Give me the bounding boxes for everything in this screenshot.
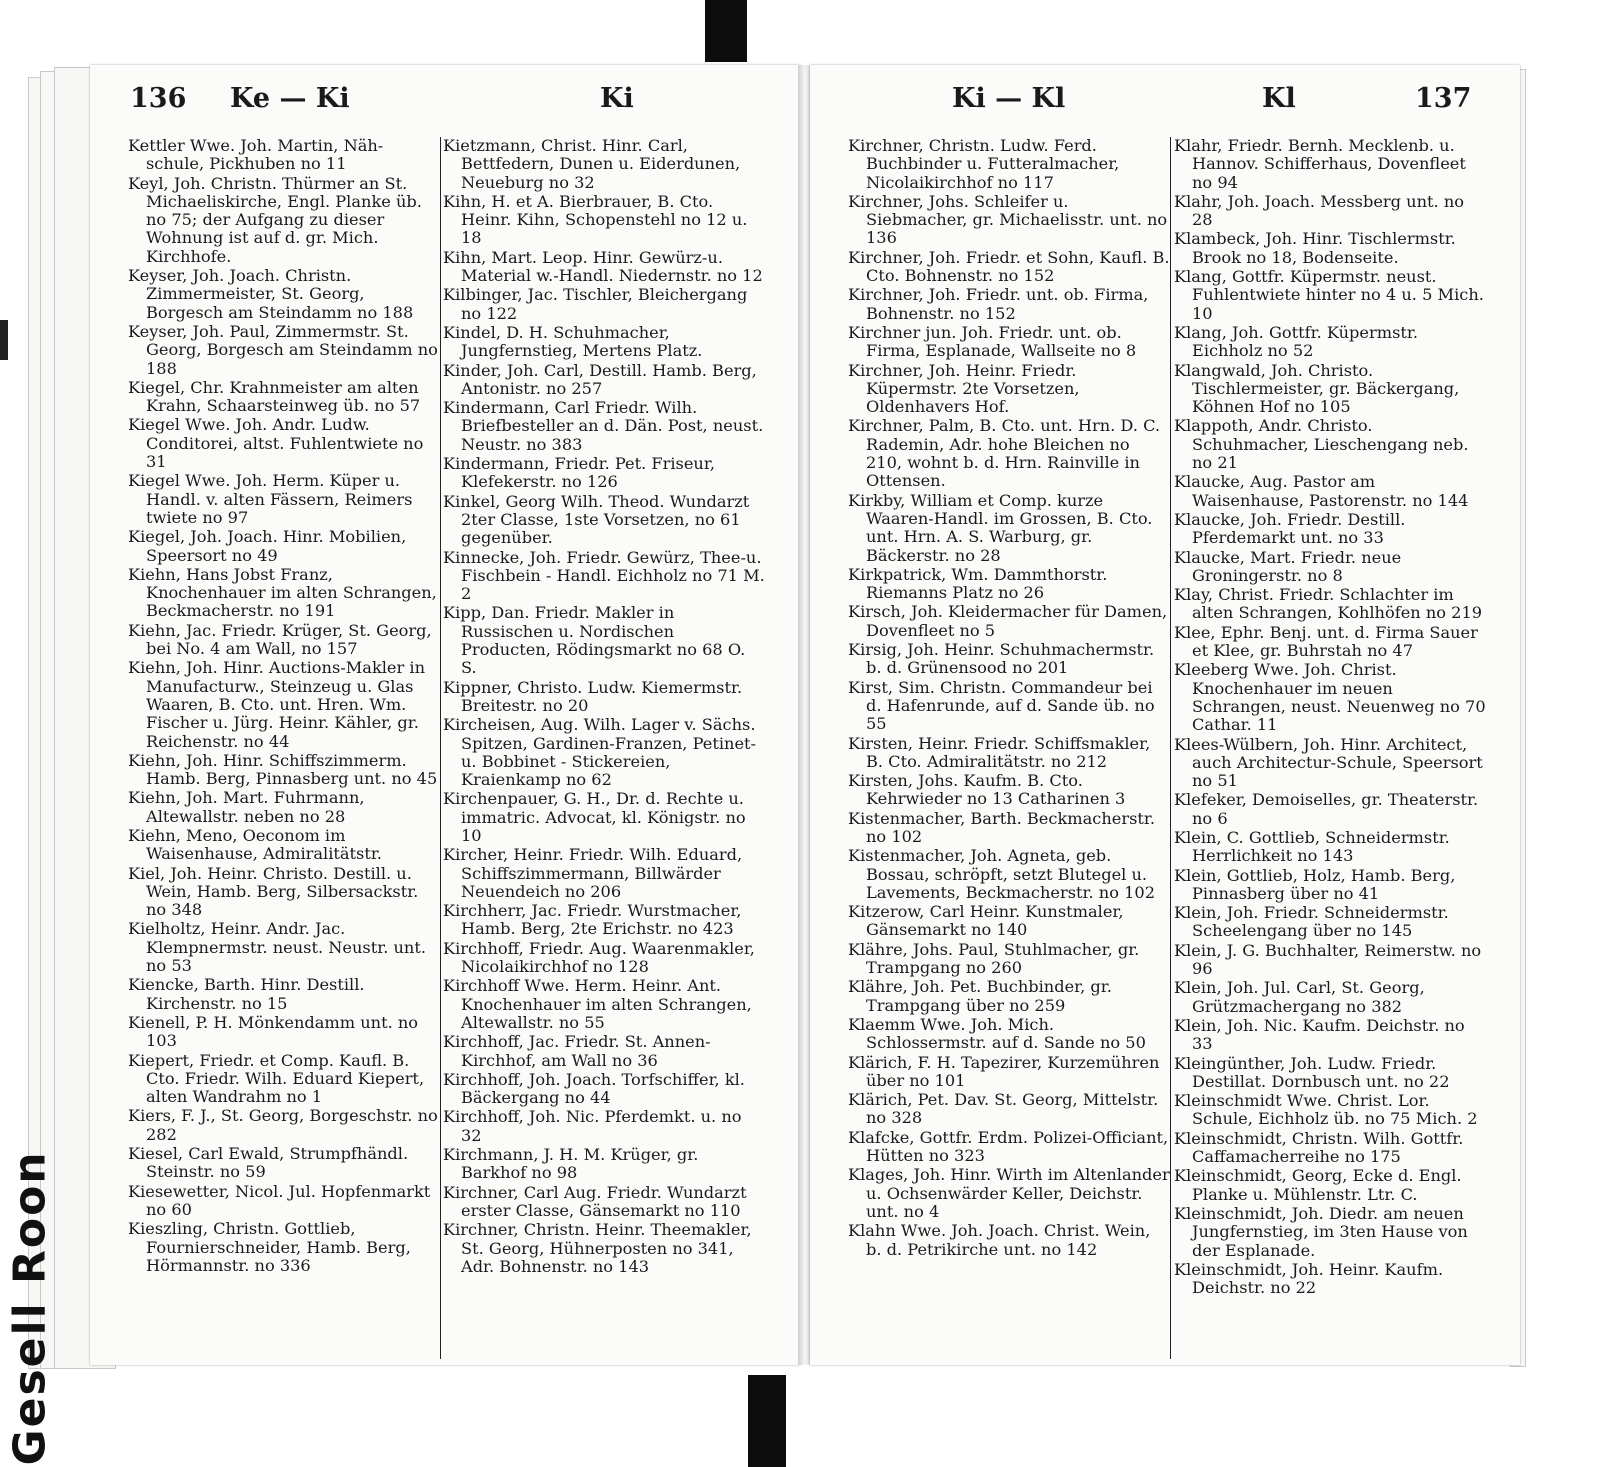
directory-entry: Kirkpatrick, Wm. Dammthorstr. Riemanns Platz no 26 [848, 564, 1108, 603]
directory-entry: Klein, Joh. Nic. Kaufm. Deichstr. no 33 [1174, 1015, 1465, 1054]
directory-entry: Klappoth, Andr. Christo. Schuhmacher, Lieschengang neb. no 21 [1174, 416, 1469, 473]
directory-entry: Kirsten, Heinr. Friedr. Schiffsmakler, B. Cto. Admiralitätstr. no 212 [848, 733, 1151, 771]
directory-entry: Klahn Wwe. Joh. Joach. Christ. Wein, b. d. Petrikirche unt. no 142 [848, 1221, 1151, 1259]
directory-entry: Kleinschmidt, Joh. Diedr. am neuen Jungfernstieg, im 3ten Hause von der Esplanade. [1174, 1203, 1468, 1260]
directory-entry: Kiehn, Joh. Hinr. Auctions-Makler in Manufacturw., Steinzeug u. Glas Waaren, B. Cto. unt. Hren. Wm. Fischer u. Jürg. Heinr. Kähler, gr. Reichenstr. no 44 [128, 658, 426, 751]
directory-entry: Kiesewetter, Nicol. Jul. Hopfenmarkt no 60 [128, 1181, 431, 1219]
directory-entry: Klärich, F. H. Tapezirer, Kurzemühren über no 101 [848, 1052, 1160, 1090]
page-number: 137 [1415, 83, 1472, 114]
directory-entry: Klee, Ephr. Benj. unt. d. Firma Sauer et Klee, gr. Buhrstah no 47 [1174, 622, 1478, 661]
directory-entry: Kirchhoff, Joh. Nic. Pferdemkt. u. no 32 [443, 1107, 742, 1145]
directory-entry: Kiegel, Chr. Krahnmeister am alten Krahn, Schaarsteinweg üb. no 57 [128, 377, 421, 416]
directory-entry: Klaucke, Joh. Friedr. Destill. Pferdemarkt unt. no 33 [1174, 509, 1406, 548]
directory-entry: Kiegel Wwe. Joh. Herm. Küper u. Handl. v. alten Fässern, Reimers twiete no 97 [128, 471, 413, 527]
directory-entry: Kiel, Joh. Heinr. Christo. Destill. u. Wein, Hamb. Berg, Silbersackstr. no 348 [128, 863, 419, 920]
directory-entry: Kietzmann, Christ. Hinr. Carl, Bettfedern, Dunen u. Eiderdunen, Neueburg no 32 [443, 136, 741, 192]
directory-entry: Kirchner, Christn. Heinr. Theemakler, St. Georg, Hühnerposten no 341, Adr. Bohnenstr. no 143 [443, 1220, 752, 1276]
directory-entry: Klahr, Joh. Joach. Messberg unt. no 28 [1174, 191, 1464, 230]
directory-entry: Kirchner, Johs. Schleifer u. Siebmacher, gr. Michaelisstr. unt. no 136 [848, 191, 1168, 248]
open-book [10, 55, 1525, 1380]
directory-entry: Kleinschmidt, Georg, Ecke d. Engl. Planke u. Mühlenstr. Ltr. C. [1174, 1166, 1462, 1204]
directory-entry: Kirchhoff Wwe. Herm. Heinr. Ant. Knochenhauer im alten Schrangen, Altewallstr. no 55 [443, 976, 752, 1032]
directory-entry: Kinnecke, Joh. Friedr. Gewürz, Thee-u. Fischbein - Handl. Eichholz no 71 M. 2 [443, 547, 765, 604]
directory-entry: Kleinschmidt, Christn. Wilh. Gottfr. Caffamacherreihe no 175 [1174, 1128, 1464, 1167]
directory-entry: Kirsten, Johs. Kaufm. B. Cto. Kehrwieder no 13 Catharinen 3 [848, 771, 1126, 809]
directory-entry: Keyser, Joh. Joach. Christn. Zimmermeister, St. Georg, Borgesch am Steindamm no 188 [128, 266, 414, 322]
directory-entry: Kleingünther, Joh. Ludw. Friedr. Destillat. Dornbusch unt. no 22 [1174, 1053, 1450, 1091]
directory-entry: Keyser, Joh. Paul, Zimmermstr. St. Georg, Borgesch am Steindamm no 188 [128, 321, 438, 378]
entries-column-2 [443, 137, 765, 1359]
directory-entry: Kiepert, Friedr. et Comp. Kaufl. B. Cto. Friedr. Wilh. Eduard Kiepert, alten Wandrahm no 1 [128, 1050, 425, 1107]
directory-entry: Kienell, P. H. Mönkendamm unt. no 103 [128, 1012, 419, 1051]
entries-column-2 [1174, 137, 1486, 1359]
directory-entry: Kirchner, Joh. Friedr. unt. ob. Firma, Bohnenstr. no 152 [848, 285, 1149, 323]
directory-entry: Kirchherr, Jac. Friedr. Wurstmacher, Hamb. Berg, 2te Erichstr. no 423 [443, 901, 742, 939]
left-page [90, 65, 800, 1365]
directory-entry: Kircher, Heinr. Friedr. Wilh. Eduard, Schiffszimmermann, Billwärder Neuendeich no 206 [443, 845, 743, 901]
left-page-header [90, 83, 800, 123]
entries-column-1 [848, 137, 1171, 1359]
header-letters: Ki [600, 83, 634, 114]
directory-entry: Klein, C. Gottlieb, Schneidermstr. Herrlichkeit no 143 [1174, 827, 1450, 866]
directory-entry: Kirchhoff, Jac. Friedr. St. Annen-Kirchhof, am Wall no 36 [443, 1032, 711, 1070]
directory-entry: Klein, Joh. Jul. Carl, St. Georg, Grützmachergang no 382 [1174, 978, 1425, 1016]
directory-entry: Keyl, Joh. Christn. Thürmer an St. Michaeliskirche, Engl. Planke üb. no 75; der Aufgang zu dieser Wohnung ist auf d. gr. Mich. Kirchhofe. [128, 173, 422, 266]
directory-entry: Kirchner, Carl Aug. Friedr. Wundarzt erster Classe, Gänsemarkt no 110 [443, 1182, 747, 1220]
directory-entry: Kielholtz, Heinr. Andr. Jac. Klempnermstr. neust. Neustr. unt. no 53 [128, 919, 426, 976]
directory-entry: Kindel, D. H. Schuhmacher, Jungfernstieg, Mertens Platz. [443, 322, 703, 361]
directory-entry: Kitzerow, Carl Heinr. Kunstmaler, Gänsemarkt no 140 [848, 902, 1124, 940]
directory-entry: Kistenmacher, Barth. Beckmacherstr. no 102 [848, 808, 1155, 846]
right-page [810, 65, 1520, 1365]
directory-entry: Kirchhoff, Joh. Joach. Torfschiffer, kl. Bäckergang no 44 [443, 1069, 745, 1108]
directory-entry: Kilbinger, Jac. Tischler, Bleichergang no 122 [443, 285, 748, 323]
directory-entry: Kirchner, Joh. Friedr. et Sohn, Kaufl. B. Cto. Bohnenstr. no 152 [848, 247, 1170, 286]
directory-entry: Klages, Joh. Hinr. Wirth im Altenlander u. Ochsenwärder Keller, Deichstr. unt. no 4 [848, 1165, 1170, 1221]
directory-entry: Klay, Christ. Friedr. Schlachter im alten Schrangen, Kohlhöfen no 219 [1174, 585, 1483, 623]
directory-entry: Klein, J. G. Buchhalter, Reimerstw. no 96 [1174, 940, 1482, 979]
directory-entry: Klafcke, Gottfr. Erdm. Polizei-Officiant, Hütten no 323 [848, 1127, 1169, 1166]
header-range: Ki — Kl [952, 83, 1066, 114]
directory-entry: Klambeck, Joh. Hinr. Tischlermstr. Brook no 18, Bodenseite. [1174, 229, 1456, 267]
directory-entry: Klang, Gottfr. Küpermstr. neust. Fuhlentwiete hinter no 4 u. 5 Mich. 10 [1174, 267, 1484, 323]
directory-entry: Kihn, Mart. Leop. Hinr. Gewürz-u. Material w.-Handl. Niedernstr. no 12 [443, 247, 763, 286]
directory-entry: Kistenmacher, Joh. Agneta, geb. Bossau, schröpft, setzt Blutegel u. Lavements, Beckmacherstr. no 102 [848, 846, 1156, 902]
directory-entry: Kirkby, William et Comp. kurze Waaren-Handl. im Grossen, B. Cto. unt. Hrn. A. S. Warburg, gr. Bäckerstr. no 28 [848, 490, 1153, 565]
directory-entry: Kiehn, Joh. Mart. Fuhrmann, Altewallstr. neben no 28 [128, 788, 365, 826]
directory-entry: Kircheisen, Aug. Wilh. Lager v. Sächs. Spitzen, Gardinen-Franzen, Petinet-u. Bobbinet - Stickereien, Kraienkamp no 62 [443, 715, 756, 790]
directory-entry: Kiegel Wwe. Joh. Andr. Ludw. Conditorei, altst. Fuhlentwiete no 31 [128, 415, 424, 472]
directory-entry: Kleeberg Wwe. Joh. Christ. Knochenhauer im neuen Schrangen, neust. Neuenweg no 70 Cathar. 11 [1174, 660, 1486, 735]
directory-entry: Klaemm Wwe. Joh. Mich. Schlossermstr. auf d. Sande no 50 [848, 1014, 1146, 1053]
directory-entry: Kiesel, Carl Ewald, Strumpfhändl. Steinstr. no 59 [128, 1144, 409, 1182]
directory-entry: Klähre, Johs. Paul, Stuhlmacher, gr. Trampgang no 260 [848, 939, 1140, 978]
directory-entry: Kleinschmidt, Joh. Heinr. Kaufm. Deichstr. no 22 [1174, 1259, 1444, 1298]
page-number: 136 [130, 83, 187, 114]
directory-entry: Klangwald, Joh. Christo. Tischlermeister, gr. Bäckergang, Köhnen Hof no 105 [1174, 360, 1460, 417]
directory-entry: Kiencke, Barth. Hinr. Destill. Kirchenstr. no 15 [128, 975, 365, 1013]
directory-entry: Kirchner, Christn. Ludw. Ferd. Buchbinder u. Futteralmacher, Nicolaikirchhof no 117 [848, 136, 1120, 192]
directory-entry: Kirchhoff, Friedr. Aug. Waarenmakler, Nicolaikirchhof no 128 [443, 938, 755, 977]
directory-entry: Kleinschmidt Wwe. Christ. Lor. Schule, Eichholz üb. no 75 Mich. 2 [1174, 1091, 1478, 1129]
directory-entry: Kirchenpauer, G. H., Dr. d. Rechte u. immatric. Advocat, kl. Königstr. no 10 [443, 789, 746, 845]
directory-entry: Klaucke, Mart. Friedr. neue Groningerstr. no 8 [1174, 547, 1402, 585]
spine-label-text: Gesell Roon [4, 1150, 56, 1466]
right-page-header [810, 83, 1520, 123]
directory-entry: Kihn, H. et A. Bierbrauer, B. Cto. Heinr. Kihn, Schopenstehl no 12 u. 18 [443, 191, 748, 248]
header-letters: Kl [1262, 83, 1296, 114]
directory-entry: Kirsig, Joh. Heinr. Schuhmachermstr. b. d. Grünensood no 201 [848, 640, 1155, 678]
directory-entry: Kiehn, Joh. Hinr. Schiffszimmerm. Hamb. Berg, Pinnasberg unt. no 45 [128, 750, 438, 789]
directory-entry: Klefeker, Demoiselles, gr. Theaterstr. no 6 [1174, 790, 1479, 828]
bookmark-tab-top [705, 0, 747, 62]
directory-entry: Klein, Gottlieb, Holz, Hamb. Berg, Pinnasberg über no 41 [1174, 865, 1456, 903]
directory-entry: Kindermann, Carl Friedr. Wilh. Briefbesteller an d. Dän. Post, neust. Neustr. no 383 [443, 398, 764, 454]
directory-entry: Kirchner, Palm, B. Cto. unt. Hrn. D. C. Rademin, Adr. hohe Bleichen no 210, wohnt b. d. Hrn. Rainville in Ottensen. [848, 416, 1161, 491]
directory-entry: Kipp, Dan. Friedr. Makler in Russischen u. Nordischen Producten, Rödingsmarkt no 68 O. S. [443, 603, 746, 678]
directory-entry: Kiegel, Joh. Joach. Hinr. Mobilien, Speersort no 49 [128, 527, 407, 565]
directory-entry: Klärich, Pet. Dav. St. Georg, Mittelstr. no 328 [848, 1090, 1159, 1128]
directory-entry: Kirchner, Joh. Heinr. Friedr. Küpermstr. 2te Vorsetzen, Oldenhavers Hof. [848, 360, 1080, 417]
directory-entry: Kirsch, Joh. Kleidermacher für Damen, Dovenfleet no 5 [848, 602, 1168, 640]
header-range: Ke — Ki [230, 83, 350, 114]
directory-entry: Kirchner jun. Joh. Friedr. unt. ob. Firma, Esplanade, Wallseite no 8 [848, 322, 1137, 361]
edge-marker [0, 320, 8, 360]
directory-entry: Kinkel, Georg Wilh. Theod. Wundarzt 2ter Classe, 1ste Vorsetzen, no 61 gegenüber. [443, 491, 750, 548]
directory-entry: Klähre, Joh. Pet. Buchbinder, gr. Trampgang über no 259 [848, 977, 1112, 1015]
directory-entry: Klang, Joh. Gottfr. Küpermstr. Eichholz no 52 [1174, 322, 1418, 361]
directory-entry: Klees-Wülbern, Joh. Hinr. Architect, auch Architectur-Schule, Speersort no 51 [1174, 734, 1483, 791]
directory-entry: Kirchmann, J. H. M. Krüger, gr. Barkhof no 98 [443, 1145, 699, 1183]
spine-label [0, 980, 56, 1466]
directory-entry: Kirst, Sim. Christn. Commandeur bei d. Hafenrunde, auf d. Sande üb. no 55 [848, 677, 1155, 734]
bookmark-tab-bottom [748, 1375, 786, 1467]
directory-entry: Klein, Joh. Friedr. Schneidermstr. Scheelengang über no 145 [1174, 903, 1449, 941]
directory-entry: Klahr, Friedr. Bernh. Mecklenb. u. Hannov. Schifferhaus, Dovenfleet no 94 [1174, 136, 1466, 192]
directory-entry: Kindermann, Friedr. Pet. Friseur, Klefekerstr. no 126 [443, 454, 715, 492]
directory-entry: Klaucke, Aug. Pastor am Waisenhause, Pastorenstr. no 144 [1174, 472, 1469, 510]
directory-entry: Kiers, F. J., St. Georg, Borgeschstr. no 282 [128, 1106, 438, 1144]
directory-entry: Kiehn, Jac. Friedr. Krüger, St. Georg, bei No. 4 am Wall, no 157 [128, 620, 432, 659]
directory-entry: Kinder, Joh. Carl, Destill. Hamb. Berg, Antonistr. no 257 [443, 360, 757, 398]
directory-entry: Kiehn, Meno, Oeconom im Waisenhause, Admiralitätstr. [128, 825, 382, 864]
directory-entry: Kippner, Christo. Ludw. Kiemermstr. Breitestr. no 20 [443, 677, 743, 715]
directory-entry: Kettler Wwe. Joh. Martin, Näh-schule, Pickhuben no 11 [128, 136, 384, 174]
directory-entry: Kiehn, Hans Jobst Franz, Knochenhauer im alten Schrangen, Beckmacherstr. no 191 [128, 564, 437, 621]
entries-column-1 [128, 137, 441, 1359]
directory-entry: Kieszling, Christn. Gottlieb, Fournierschneider, Hamb. Berg, Hörmannstr. no 336 [128, 1219, 411, 1275]
